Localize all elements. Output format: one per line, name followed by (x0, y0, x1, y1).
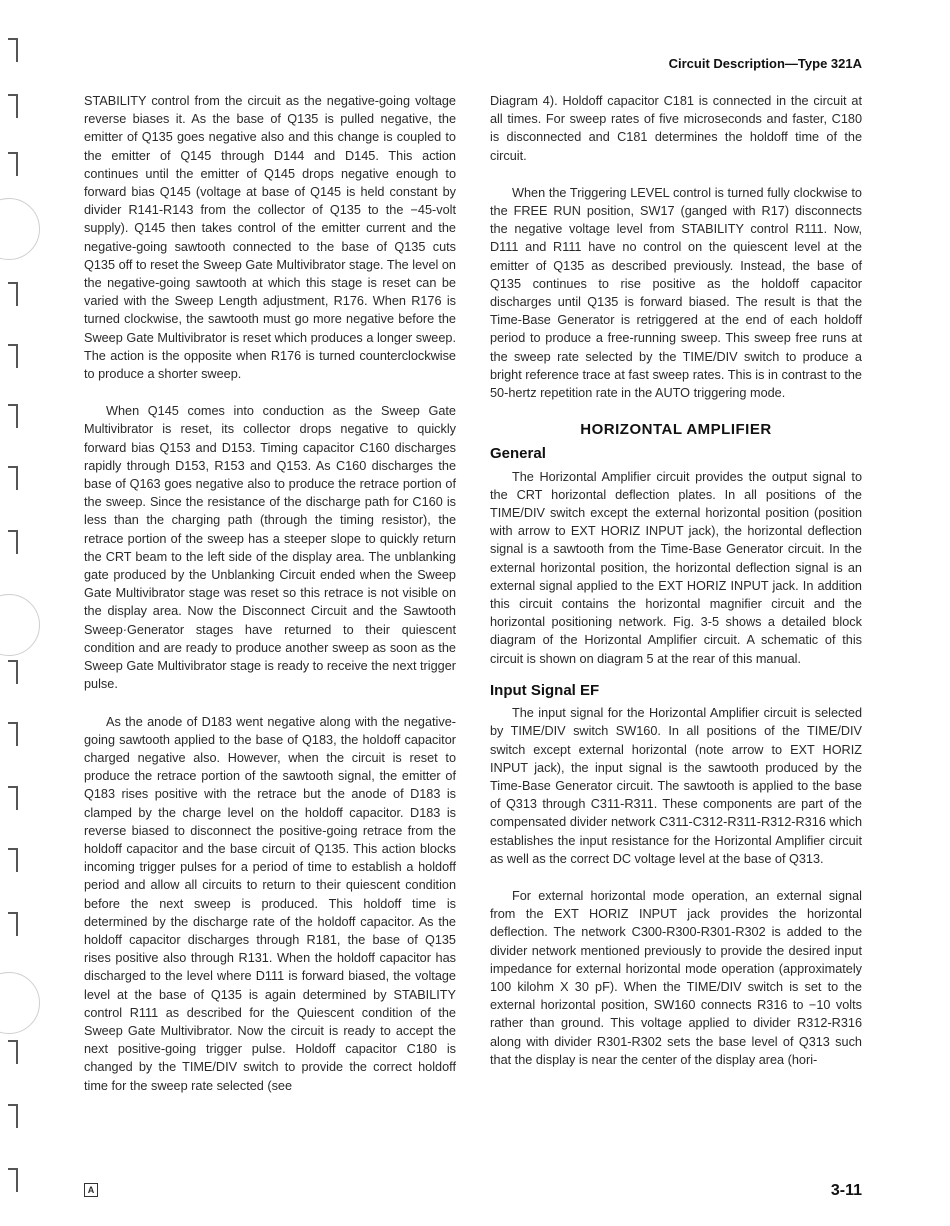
binder-tick (8, 660, 18, 684)
subsection-heading: Input Signal EF (490, 681, 600, 699)
binder-tick (8, 848, 18, 872)
punch-hole (0, 198, 40, 260)
binder-tick (8, 344, 18, 368)
section-heading: HORIZONTAL AMPLIFIER (580, 421, 772, 439)
body-paragraph: As the anode of D183 went negative along with the negative-going sawtooth applied to the base of Q183, the holdoff capacitor charged negative also. However, when the circuit is reset to produce the retrace portion of the sawtooth signal, the emitter of Q183 rises positive with the retrace but the anode of D183 is clamped by the charge level on the holdoff capacitor. D183 is reverse biased to disconnect the positive-going retrace from the holdoff capacitor and the base circuit of Q135. This action blocks incoming trigger pulses for a period of time to establish a holdoff period and allow all circuits to return to their quiescent condition before the next sweep is produced. This holdoff time is determined by the discharge rate of the holdoff capacitor. As the holdoff capacitor discharges through R181, the base of Q135 rises positive also through R131. When the holdoff capacitor has discharged to the level where D111 is forward biased, the voltage level at the base of Q135 is again determined by STABILITY control R111 as described for the Quiescent condition of the Sweep Gate Multivibrator. Now the circuit is ready to accept the next positive-going trigger pulse. Holdoff capacitor C180 is changed by the TIME/DIV switch to provide the correct holdoff time for the sweep rate selected (see (84, 714, 456, 1093)
binder-tick (8, 282, 18, 306)
binder-tick (8, 94, 18, 118)
publisher-logo: A (84, 1183, 98, 1197)
left-column (84, 92, 456, 1114)
body-paragraph: When the Triggering LEVEL control is turned fully clockwise to the FREE RUN position, SW17 (ganged with R17) disconnects the negative voltage level from STABILITY control R111. Now, D111 and R111 have no control on the quiescent level at the emitter of Q135 as described previously. Instead, the base of Q135 continues to rise positive as the holdoff capacitor discharges until Q135 is forward biased. The result is that the Time-Base Generator is retriggered at the end of each holdoff period to produce a free-running sweep. This sweep free runs at the sweep rate selected by the TIME/DIV switch to produce a bright reference trace at fast sweep rates. This is in contrast to the 50-hertz repetition rate in the AUTO triggering mode. (490, 185, 862, 401)
binder-margin (0, 0, 30, 1226)
binder-tick (8, 722, 18, 746)
binder-tick (8, 1168, 18, 1192)
binder-tick (8, 404, 18, 428)
binder-tick (8, 38, 18, 62)
punch-hole (0, 972, 40, 1034)
body-paragraph: STABILITY control from the circuit as the negative-going voltage reverse biases it. As the base of Q135 is pulled negative, the emitter of Q135 goes negative also and this change is coupled to the emitter of Q145 through D144 and D145. This action continues until the emitter of Q145 drops negative enough to forward bias Q145 (voltage at base of Q145 is held constant by divider R141-R143 from the collector of Q135 to the −45-volt supply). Q145 then takes control of the emitter current and the negative-going sawtooth connected to the base of Q135 cuts Q135 off to reset the Sweep Gate Multivibrator stage. The level on the negative-going sawtooth at which this stage is reset can be varied with the Sweep Length adjustment, R176. When R176 is turned clockwise, the sawtooth must go more negative before the Sweep Gate Multivibrator is reset which produces a longer sweep. The action is the opposite when R176 is turned counterclockwise to produce a shorter sweep. (84, 94, 456, 382)
binder-tick (8, 530, 18, 554)
page-number: 3-11 (830, 1182, 862, 1199)
binder-tick (8, 1104, 18, 1128)
body-paragraph: Diagram 4). Holdoff capacitor C181 is connected in the circuit at all times. For sweep rates of five microseconds and faster, C180 is disconnected and C181 determines the holdoff time of the circuit. (490, 94, 862, 163)
subsection-heading: General (490, 445, 546, 463)
binder-tick (8, 786, 18, 810)
running-header: Circuit Description—Type 321A (668, 56, 862, 71)
binder-tick (8, 466, 18, 490)
body-paragraph: The Horizontal Amplifier circuit provides the output signal to the CRT horizontal deflection plates. In all positions of the TIME/DIV switch except the external horizontal position (position with arrow to EXT HORIZ INPUT jack), the horizontal deflection signal is a sawtooth from the Time-Base Generator circuit. In the external horizontal position, the horizontal deflection signal is an external signal applied to the EXT HORIZ INPUT jack. In addition this circuit contains the horizontal magnifier circuit and the horizontal positioning network. Fig. 3-5 shows a detailed block diagram of the Horizontal Amplifier circuit. A schematic of this circuit is shown on diagram 5 at the rear of this manual. (490, 469, 862, 666)
right-column (490, 92, 862, 1088)
binder-tick (8, 152, 18, 176)
body-paragraph: When Q145 comes into conduction as the Sweep Gate Multivibrator is reset, its collector drops negative to quickly forward bias Q153 and D153. Timing capacitor C160 discharges rapidly through D153, R153 and Q153. As C160 discharges the base of Q163 goes negative also to produce the retrace portion of the sweep. Since the resistance of the discharge path for C160 is less than the charging path (through the timing resistor), the retrace portion of the sweep has a steeper slope to quickly return the CRT beam to the left side of the display area. The unblanking gate produced by the Unblanking Circuit ended when the Sweep Gate Multivibrator stage was reset so this retrace is not visible on the display area. Now the Disconnect Circuit and the Sawtooth Sweep·Generator stages have returned to their quiescent condition and are ready to produce another sweep as soon as the Sweep Gate Multivibrator stage is ready to receive the next trigger pulse. (84, 404, 456, 692)
punch-hole (0, 594, 40, 656)
binder-tick (8, 912, 18, 936)
binder-tick (8, 1040, 18, 1064)
body-paragraph: For external horizontal mode operation, an external signal from the EXT HORIZ INPUT jack provides the horizontal deflection. The network C300-R300-R301-R302 is added to the divider network mentioned previously to provide the desired input impedance for external horizontal mode operation (approximately 100 kilohm X 30 pF). When the TIME/DIV switch is set to the external horizontal position, SW160 connects R316 to −10 volts rather than ground. This voltage applied to divider R312-R316 along with divider R301-R302 sets the base level of Q313 such that the display is near the center of the display area (hori- (490, 888, 862, 1067)
body-paragraph: The input signal for the Horizontal Amplifier circuit is selected by TIME/DIV switch SW160. In all positions of the TIME/DIV switch except external horizontal (note arrow to EXT HORIZ INPUT jack), the input signal is the sawtooth produced by the Time-Base Generator circuit. The sawtooth is applied to the base of Q313 through C311-R311. These components are part of the compensated divider network C311-C312-R311-R312-R316 which establishes the input resistance for the Horizontal Amplifier circuit as well as the correct DC voltage level at the base of Q313. (490, 706, 862, 866)
